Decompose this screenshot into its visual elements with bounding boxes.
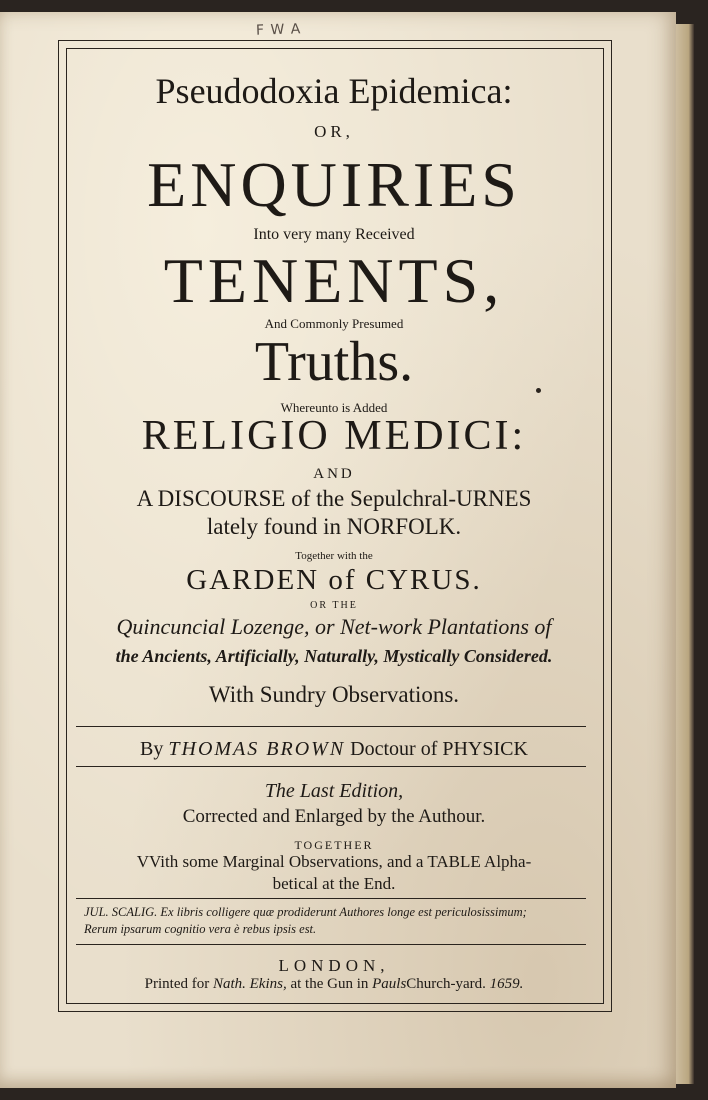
quincuncial-line: Quincuncial Lozenge, or Net-work Plantations of	[116, 614, 552, 639]
title-into: Into very many Received	[253, 226, 415, 243]
marginal-observations-line-1: VVith some Marginal Observations, and a TABLE Alpha-	[136, 852, 532, 871]
discourse-line-1: A DISCOURSE of the Sepulchral-URNES	[136, 486, 532, 511]
and-line: AND	[313, 466, 355, 482]
imprint-city: LONDON,	[278, 956, 390, 975]
imprint-line	[66, 976, 602, 993]
epigraph-line-2: Rerum ipsarum cognitio vera è rebus ipsis est.	[84, 922, 317, 936]
epigraph-line-1: JUL. SCALIG. Ex libris colligere quæ prodiderunt Authores longe est periculosissimum;	[84, 905, 527, 919]
page-edge	[676, 24, 694, 1084]
garden-of-cyrus: GARDEN of CYRUS.	[186, 564, 482, 596]
title-tenents: TENENTS,	[163, 245, 505, 316]
rule-above-epigraph	[76, 898, 586, 899]
corrected-enlarged: Corrected and Enlarged by the Authour.	[182, 806, 486, 827]
religio-medici: RELIGIO MEDICI:	[141, 413, 527, 459]
title-commonly: And Commonly Presumed	[264, 316, 404, 331]
ink-dot	[536, 388, 541, 393]
together-line: TOGETHER	[294, 838, 374, 852]
manuscript-note: F W A	[255, 21, 302, 39]
rule-above-author	[76, 726, 586, 727]
author-name: THOMAS BROWN	[168, 738, 346, 760]
main-title: Pseudodoxia Epidemica:	[155, 71, 513, 111]
together-with: Together with the	[295, 550, 373, 562]
imprint-churchyard: Church-yard.	[406, 976, 486, 992]
title-truths: Truths.	[254, 331, 414, 393]
or-the: OR THE	[310, 600, 358, 611]
title-enquiries: ENQUIRIES	[147, 149, 521, 220]
imprint-place: Pauls	[372, 976, 407, 992]
last-edition: The Last Edition,	[264, 780, 404, 802]
whereunto-added: Whereunto is Added	[280, 400, 388, 415]
rule-below-author	[76, 766, 586, 767]
sundry-observations: With Sundry Observations.	[208, 682, 460, 707]
imprint-location: at the Gun in	[290, 976, 369, 992]
ancients-line: the Ancients, Artificially, Naturally, Mystically Considered.	[115, 646, 553, 666]
discourse-line-2: lately found in NORFOLK.	[206, 514, 462, 539]
author-title: Doctour of PHYSICK	[350, 738, 528, 760]
imprint-year: 1659.	[489, 976, 524, 992]
author-line	[66, 738, 602, 761]
rule-below-epigraph	[76, 944, 586, 945]
imprint-printer: Nath. Ekins,	[212, 976, 287, 992]
title-or: OR,	[314, 122, 354, 141]
imprint-printed-for: Printed for	[144, 976, 210, 992]
author-by: By	[140, 738, 164, 760]
marginal-observations-line-2: betical at the End.	[272, 874, 396, 893]
